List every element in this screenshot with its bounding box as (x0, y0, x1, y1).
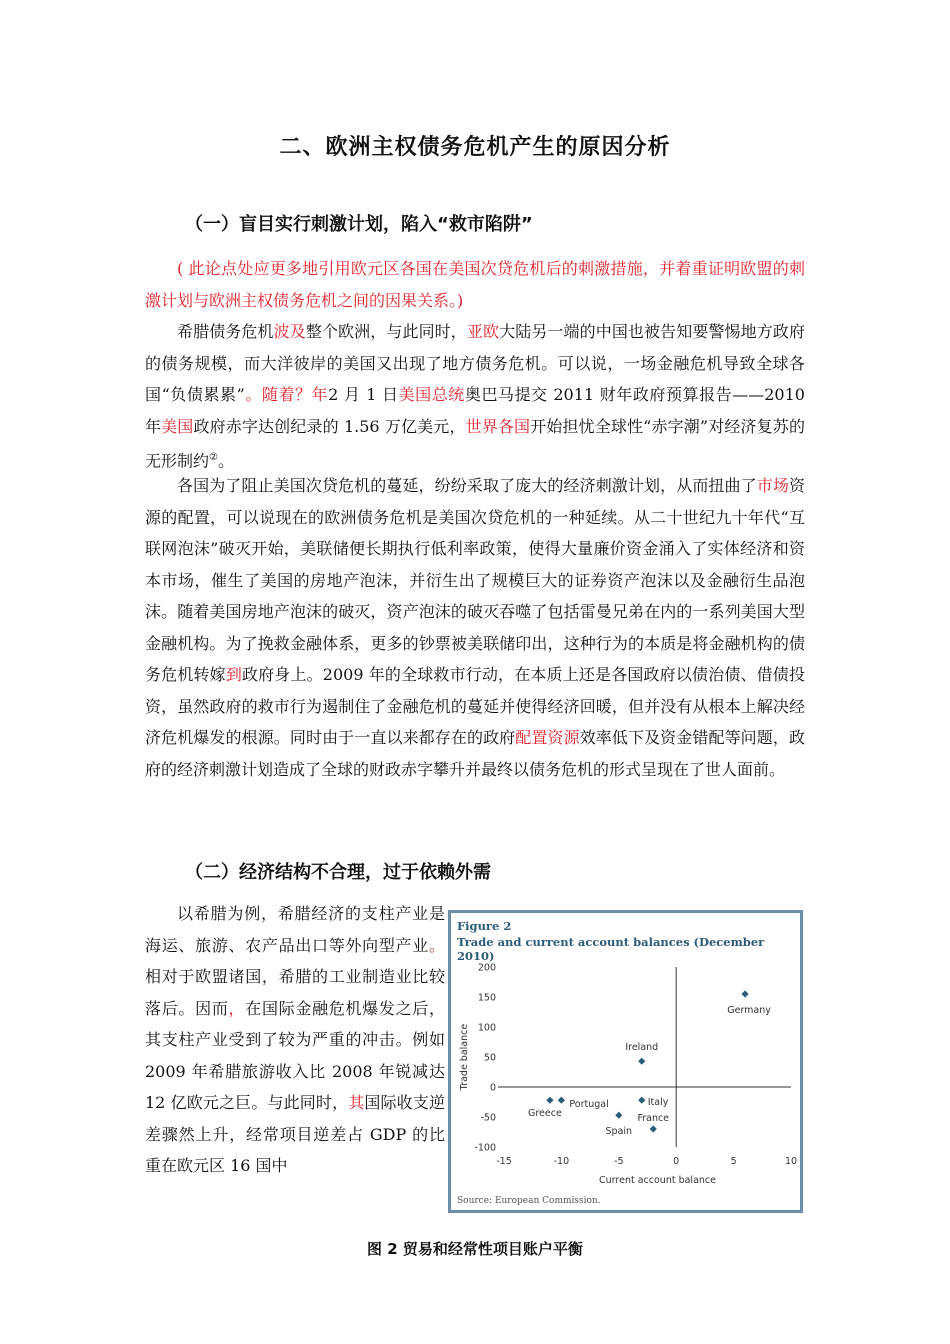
figure-source: Source: European Commission. (457, 1196, 601, 1206)
figure-label: Figure 2 (457, 919, 512, 933)
section-1-paragraph-2: 各国为了阻止美国次贷危机的蔓延，纷纷采取了庞大的经济刺激计划，从而扭曲了市场资源的配置，可以说现在的欧洲债务危机是美国次贷危机的一种延续。从二十世纪九十年代“互联网泡沫”破灭开始，美联储便长期执行低利率政策，使得大量廉价资金涌入了实体经济和资本市场，催生了美国的房地产泡沫，并衍生出了规模巨大的证券资产泡沫以及金融衍生品泡沫。随着美国房地产泡沫的破灭，资产泡沫的破灭吞噬了包括雷曼兄弟在内的一系列美国大型金融机构。为了挽救金融体系，更多的钞票被美联储印出，这种行为的本质是将金融机构的债务危机转嫁到政府身上。2009 年的全球救市行动，在本质上还是各国政府以债治债、借债投资，虽然政府的救市行为遏制住了金融危机的蔓延并使得经济回暖，但并没有从根本上解决经济危机爆发的根源。同时由于一直以来都存在的政府配置资源效率低下及资金错配等问题，政府的经济刺激计划造成了全球的财政赤字攀升并最终以债务危机的形式呈现在了世人面前。 (145, 476, 805, 779)
section-1-heading: （一）盲目实行刺激计划，陷入“救市陷阱” (185, 214, 533, 235)
x-axis-label: Current account balance (599, 1175, 716, 1186)
scatter-chart (451, 957, 800, 1197)
y-tick-label: -50 (480, 1112, 496, 1124)
x-tick-label: -15 (496, 1156, 512, 1167)
data-label-greece: Greece (528, 1108, 562, 1120)
review-note: ( 此论点处应更多地引用欧元区各国在美国次贷危机后的刺激措施，并着重证明欧盟的刺激计划与欧洲主权债务危机之间的因果关系。) (145, 259, 805, 310)
x-tick-label: -5 (614, 1156, 624, 1167)
page-title: 二、欧洲主权债务危机产生的原因分析 (279, 135, 671, 160)
y-axis-label: Trade balance (459, 1023, 470, 1091)
data-point-greece (546, 1097, 553, 1104)
data-label-germany: Germany (727, 1005, 771, 1016)
section-2-paragraph-1: 以希腊为例，希腊经济的支柱产业是海运、旅游、农产品出口等外向型产业。相对于欧盟诸国，希腊的工业制造业比较落后。因而，在国际金融危机爆发之后，其支柱产业受到了较为严重的冲击。例如 2009 年希腊旅游收入比 2008 年锐减达 12 亿欧元之巨。与此同时，其国际收支逆差骤然上升，经常项目逆差占 GDP 的比重在欧元区 16 国中 (145, 904, 445, 1175)
section-1-paragraph-1: 希腊债务危机波及整个欧洲，与此同时，亚欧大陆另一端的中国也被告知要警惕地方政府的债务规模，而大洋彼岸的美国又出现了地方债务危机。可以说，一场金融危机导致全球各国“负债累累”。随着？年2 月 1 日美国总统奥巴马提交 2011 财年政府预算报告——2010 年美国政府赤字达创纪录的 1.56 万亿美元，世界各国开始担忧全球性“赤字潮”对经济复苏的无形制约②。 (145, 322, 805, 471)
data-label-italy: Italy (647, 1097, 669, 1109)
y-tick-label: 200 (477, 962, 496, 974)
y-tick-label: 100 (477, 1022, 496, 1034)
y-tick-label: 0 (489, 1082, 496, 1094)
data-point-germany (741, 990, 748, 997)
x-tick-label: 5 (730, 1156, 737, 1167)
data-point-spain (615, 1112, 622, 1119)
data-label-portugal: Portugal (569, 1099, 609, 1111)
data-point-ireland (638, 1058, 645, 1065)
section-2-heading: （二）经济结构不合理，过于依赖外需 (185, 862, 491, 883)
data-point-france (650, 1125, 657, 1132)
figure-2 (448, 910, 803, 1213)
figure-caption: 图 2 贸易和经常性项目账户平衡 (367, 1240, 583, 1258)
footnote-marker[interactable]: ② (209, 452, 218, 463)
y-tick-label: 50 (483, 1052, 496, 1064)
data-label-ireland: Ireland (625, 1042, 659, 1054)
data-point-portugal (558, 1097, 565, 1104)
x-tick-label: 0 (673, 1156, 680, 1167)
y-tick-label: -100 (474, 1142, 496, 1154)
y-tick-label: 150 (477, 992, 496, 1004)
data-label-france: France (637, 1113, 670, 1124)
x-tick-label: 10 (784, 1156, 798, 1167)
data-point-italy (638, 1097, 645, 1104)
figure-title: Trade and current account balances (December 2010) (457, 935, 765, 963)
x-tick-label: -10 (553, 1156, 570, 1167)
data-label-spain: Spain (605, 1126, 633, 1138)
